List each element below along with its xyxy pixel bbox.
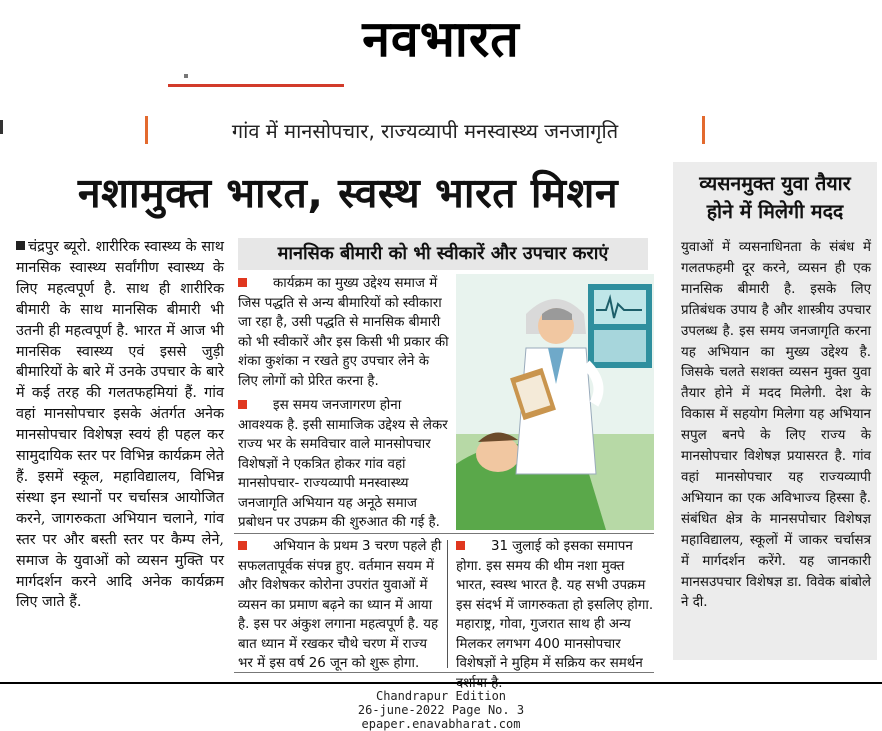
text-box-1-body: कार्यक्रम का मुख्य उद्देश्य समाज में जिस पद्धति से अन्य बीमारियों को स्वीकारा जा रहा है, उसी पद्धति से मानसिक बीमारी को भी स्वीकारें और इस किसी भी प्रकार की शंका कुशंका न रखते हुए उपचार लेने के लिए लोगों को प्रेरित करना है. xyxy=(238,276,449,389)
kicker-text: गांव में मानसोपचार, राज्यव्यापी मनस्वास्थ्य जनजागृति xyxy=(231,118,619,143)
decorative-dot xyxy=(184,74,188,78)
doctor-illustration-svg xyxy=(456,274,654,530)
left-column-body: शारीरिक स्वास्थ्य के साथ मानसिक स्वास्थ्य सर्वांगीण स्वास्थ्य के लिए महत्वपूर्ण है. साथ ही शारीरिक बीमारी के साथ मानसिक बीमारी भी उतनी ही महत्वपूर्ण है. भारत में आज भी मानसिक स्वास्थ्य एवं इससे जुड़ी बीमारियों के बारे में उनके उपचार के बारे में कई तरह की गलतफहमियां हैं. गांव वहां मानसोपचार इसके अंतर्गत अनेक मानसोपचार विशेषज्ञ स्वयं ही पहल कर सामुदायिक स्तर पर विभिन्न कार्यक्रम लेते हैं. इसमें स्कूल, महाविद्यालय, विभिन्न संस्था इन स्थानों पर चर्चासत्र आयोजित करने, जागरुकता अभियान चलाने, गांव स्तर पर और बस्ती स्तर पर कैम्प लेने, समाज के युवाओं को व्यसन मुक्ति पर मार्गदर्शन करने आदि अनेक कार्यक्रम लिए जाते हैं. xyxy=(16,239,224,611)
sidebar-box xyxy=(673,162,877,660)
kicker-bar-left xyxy=(145,116,148,144)
text-box-2-body: इस समय जनजागरण होना आवश्यक है. इसी सामाजिक उद्देश्य से लेकर राज्य भर के समविचार वाले मानसोपचार विशेषज्ञों ने एकत्रित होकर गांव वहां मानसोपचार- राज्यव्यापी मनस्वास्थ्य जनजागृति अभियान यह अनूठे समाज प्रबोधन पर उपक्रम की शुरुआत की गई है. xyxy=(238,398,448,530)
divider xyxy=(234,672,654,673)
text-box-3 xyxy=(238,537,442,674)
kicker-line xyxy=(145,108,705,152)
sidebar-title-line-2: होने में मिलेगी मदद xyxy=(706,200,844,223)
edge-mark xyxy=(0,120,3,134)
subheading: मानसिक बीमारी को भी स्वीकारें और उपचार कराएं xyxy=(238,238,648,270)
column-divider xyxy=(447,540,448,668)
footer-rule xyxy=(0,682,882,684)
left-column-article xyxy=(16,237,224,613)
text-box-1 xyxy=(238,274,450,391)
sidebar-title-line-1: व्यसनमुक्त युवा तैयार xyxy=(699,172,851,195)
red-bullet-icon xyxy=(456,541,465,550)
masthead xyxy=(0,0,882,78)
doctor-patient-illustration xyxy=(456,274,654,530)
text-box-4-body: 31 जुलाई को इसका समापन होगा. इस समय की थीम नशा मुक्त भारत, स्वस्थ भारत है. यह सभी उपक्रम इस संदर्भ में जागरुकता हो इसलिए होगा. महाराष्ट्र, गोवा, गुजरात साथ ही अन्य मिलकर लगभग 400 मानसोपचार विशेषज्ञों ने मुहिम में सक्रिय कर समर्थन xyxy=(456,539,654,671)
text-box-4 xyxy=(456,537,654,693)
footer-edition: Chandrapur Edition xyxy=(375,689,507,703)
dateline: चंद्रपुर ब्यूरो. xyxy=(28,239,91,255)
sidebar-title xyxy=(673,162,877,226)
divider xyxy=(234,533,654,534)
sidebar-body: युवाओं में व्यसनाधिनता के संबंध में गलतफहमी दूर करने, व्यसन ही एक मानसिक बीमारी है. इसके लिए प्रतिबंधक उपाय है और शास्त्रीय उपचार उपलब्ध है. इस समय जनजागृति करना यह अभियान का मुख्य उद्देश्य है. जिसके चलते सशक्त व्यसन मुक्त युवा तैयार होने में मदद मिलेगी. देश के विकास में सहयोग मिलेगा यह अभियान सपुल बनपे के लिए राज्य के मानसोपचार विशेषज्ञ प्रयासरत है. गांव वहां मानसोपचार यह राज्यव्यापी अभियान का एक अविभाज्य हिस्सा है. संबंधित क्षेत्र के मानसपोचार विशेषज्ञ महाविद्यालय, स्कूलों में जाकर चर्चासत्र में मार्गदर्शन करेंगे. यह जानकारी मानसउपचार विशेषज्ञ डा. विवेक बांबोले ने दी. xyxy=(681,240,871,611)
headline: नशामुक्त भारत, स्वस्थ भारत मिशन xyxy=(77,169,619,217)
footer-site: epaper.enavabharat.com xyxy=(361,717,521,731)
red-bullet-icon xyxy=(238,541,247,550)
text-box-2 xyxy=(238,396,450,533)
newspaper-logo: नवभारत xyxy=(362,10,520,68)
red-bullet-icon xyxy=(238,278,247,287)
text-box-3-body: अभियान के प्रथम 3 चरण पहले ही सफलतापूर्वक संपन्न हुए. वर्तमान सयम में और विशेषकर कोरोना उपरांत युवाओं में व्यसन का प्रमाण बढ़ने का ध्यान में आया है. इस पर अंकुश लगाना महत्वपूर्ण है. यह बात ध्यान में रखकर चौथे चरण में राज्य भर में इस वर्ष 26 जून को शुरू होगा. xyxy=(238,539,442,671)
kicker-bar-right xyxy=(702,116,705,144)
dateline-square-icon xyxy=(16,241,25,250)
footer xyxy=(0,689,882,731)
footer-date-page: 26-june-2022 Page No. 3 xyxy=(357,703,525,717)
red-bullet-icon xyxy=(238,400,247,409)
masthead-red-rule xyxy=(168,84,344,87)
